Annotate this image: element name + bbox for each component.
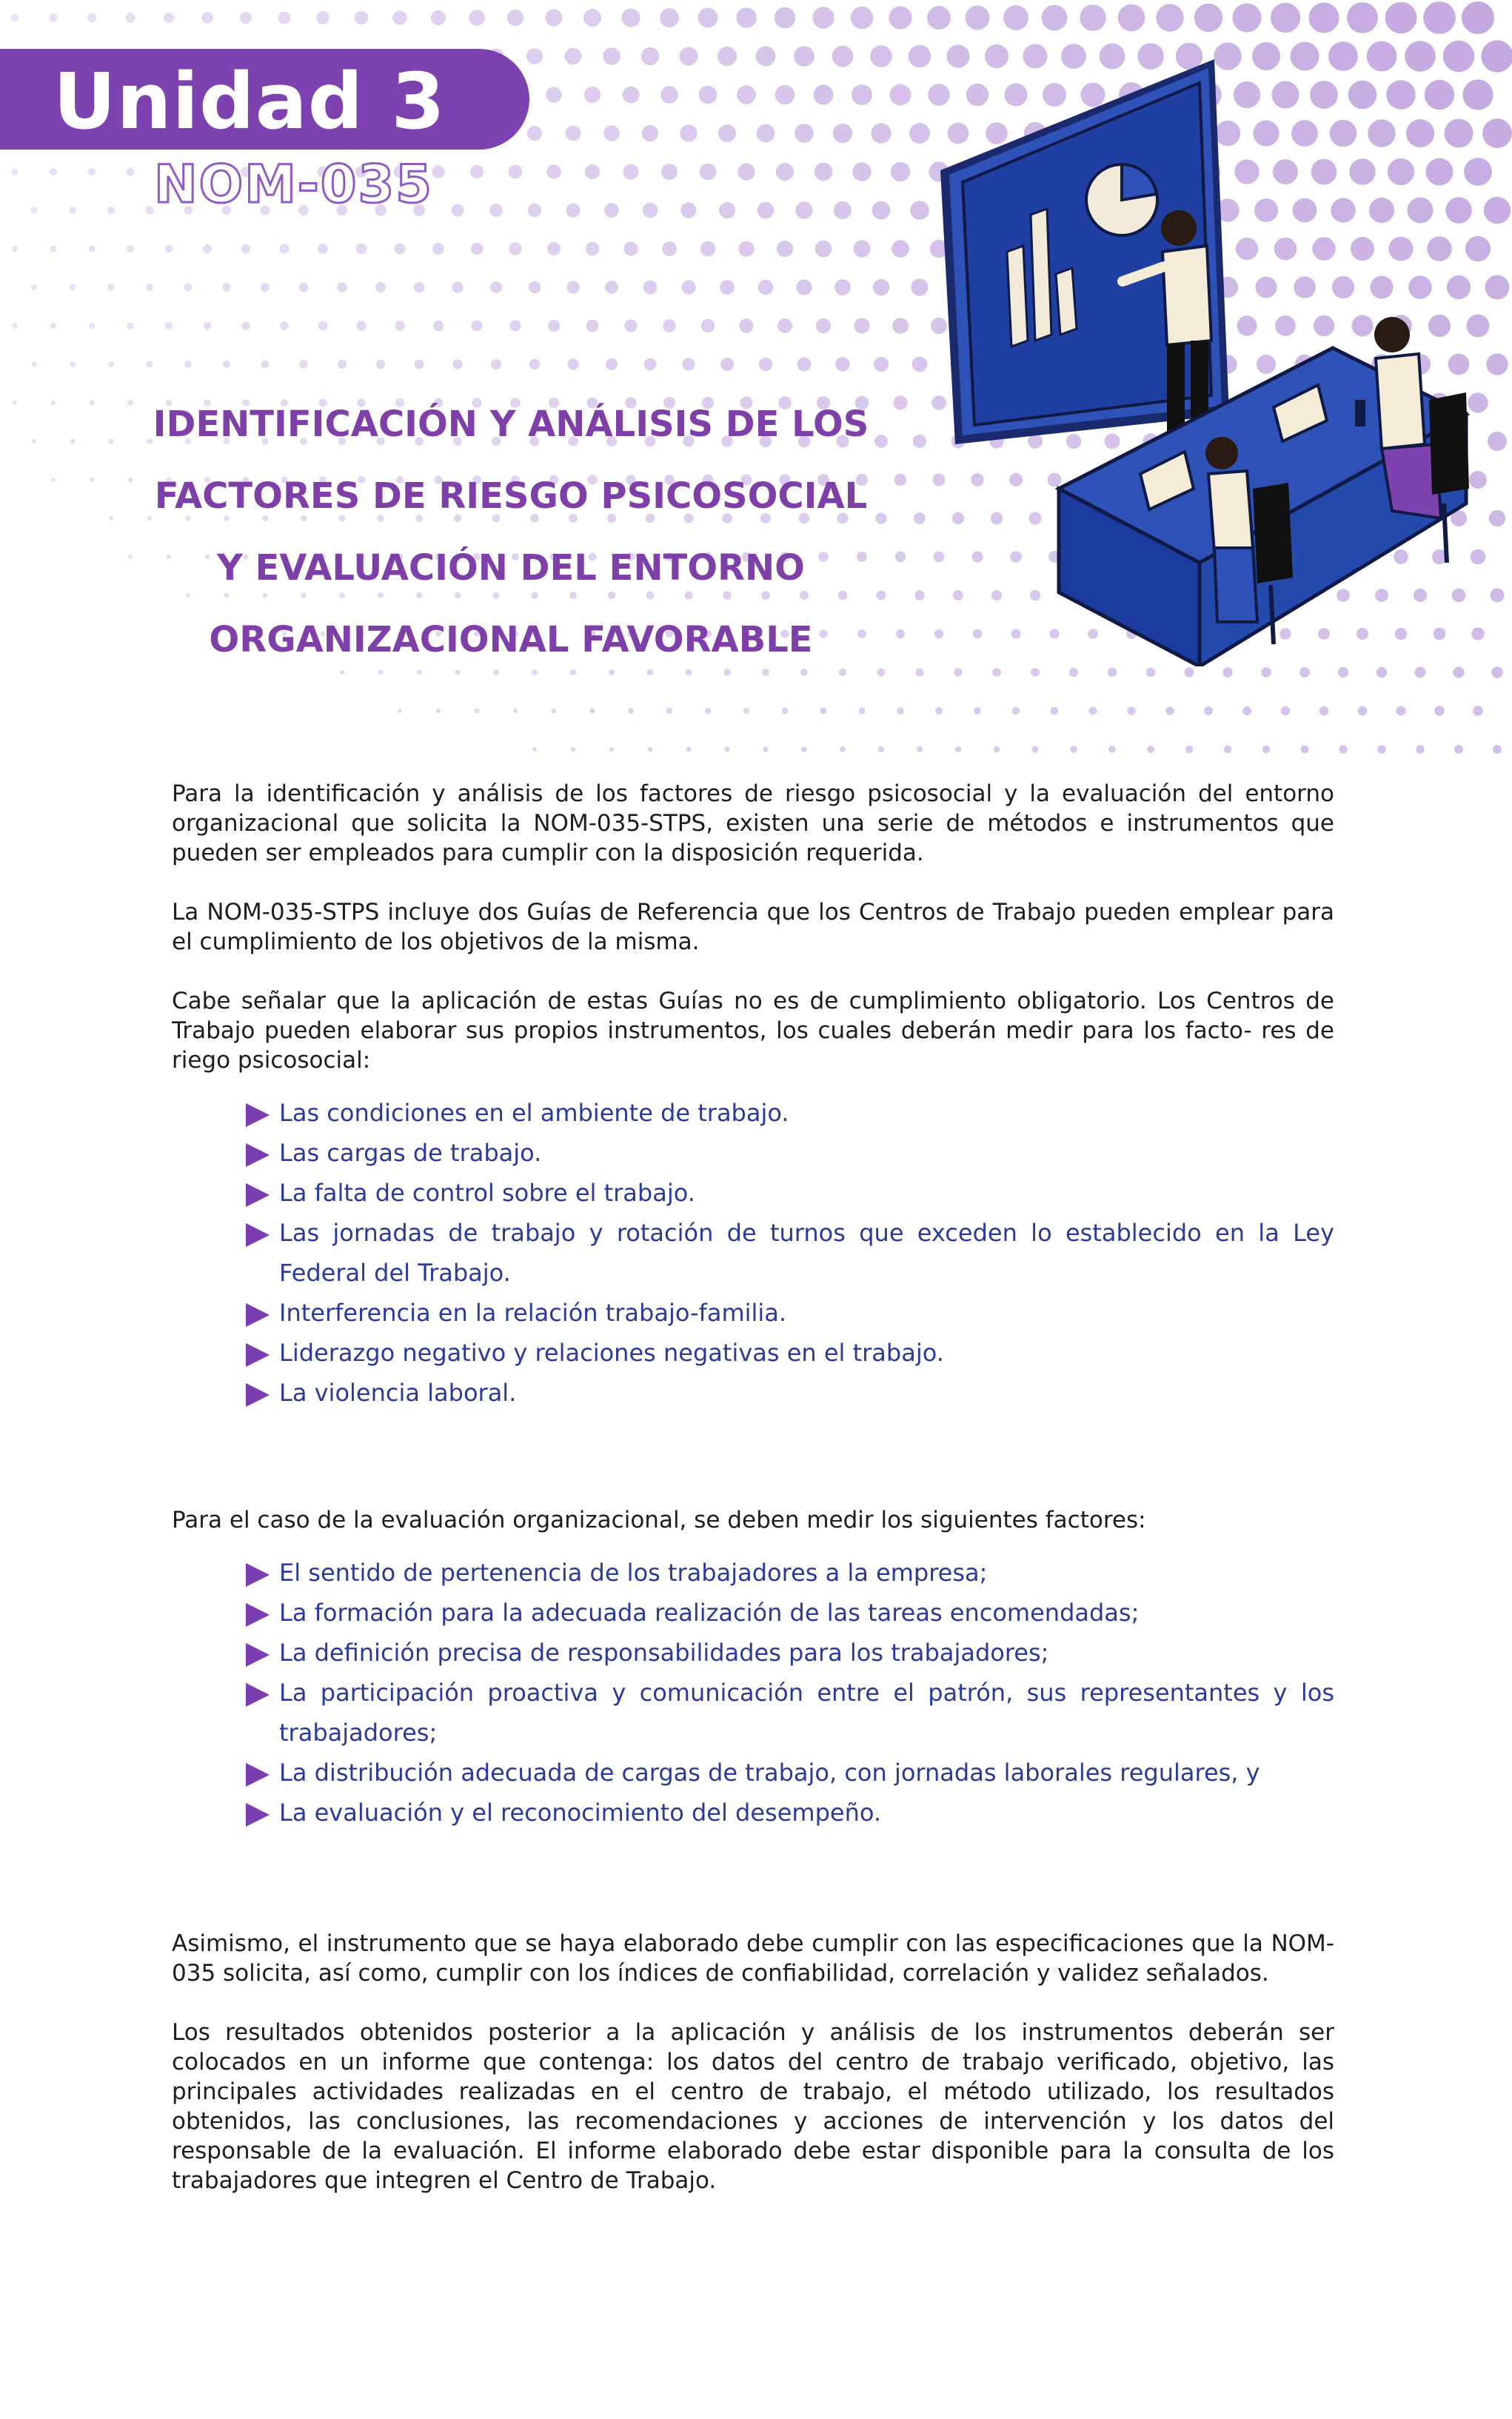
list-item: La participación proactiva y comunicación entre el patrón, sus representantes y los trabajadores; <box>246 1673 1334 1753</box>
instruments-paragraph: Cabe señalar que la aplicación de estas Guías no es de cumplimiento obligatorio. Los Centros de Trabajo pueden elaborar sus propios instrumentos, los cuales deberán medir para los facto- res de riego psicosocial: <box>172 988 1334 1074</box>
triangle-bullet-icon <box>246 1383 270 1407</box>
section-heading <box>74 389 948 676</box>
results-paragraph: Los resultados obtenidos posterior a la aplicación y análisis de los instrumentos deberán ser colocados en un informe que contenga: los datos del centro de trabajo verificado, objetivo, las principales actividades realizadas en el centro de trabajo, el método utilizado, los resultados obtenidos, las conclusiones, las recomendaciones y acciones de intervención y los datos del responsable de la evaluación. El informe elaborado debe estar disponible para la consulta de los trabajadores que integren el Centro de Trabajo. <box>172 2019 1334 2194</box>
list-item: Interferencia en la relación trabajo-familia. <box>246 1293 1334 1333</box>
list-item: La distribución adecuada de cargas de trabajo, con jornadas laborales regulares, y <box>246 1753 1334 1793</box>
triangle-bullet-icon <box>246 1183 270 1207</box>
list-item: Las jornadas de trabajo y rotación de turnos que exceden lo establecido en la Ley Federal del Trabajo. <box>246 1213 1334 1293</box>
triangle-bullet-icon <box>246 1223 270 1247</box>
heading-line: FACTORES DE RIESGO PSICOSOCIAL <box>154 475 868 517</box>
list-item: La falta de control sobre el trabajo. <box>246 1173 1334 1213</box>
heading-line: Y EVALUACIÓN DEL ENTORNO <box>217 547 805 589</box>
risk-factors-list <box>172 1093 1334 1413</box>
guides-paragraph: La NOM-035-STPS incluye dos Guías de Referencia que los Centros de Trabajo pueden emplear para el cumplimiento de los objetivos de la misma. <box>172 899 1334 955</box>
triangle-bullet-icon <box>246 1303 270 1327</box>
triangle-bullet-icon <box>246 1103 270 1127</box>
triangle-bullet-icon <box>246 1143 270 1167</box>
list-item: La evaluación y el reconocimiento del desempeño. <box>246 1793 1334 1833</box>
list-item: Liderazgo negativo y relaciones negativas en el trabajo. <box>246 1333 1334 1373</box>
unit-title: Unidad 3 <box>53 56 446 147</box>
triangle-bullet-icon <box>246 1683 270 1707</box>
triangle-bullet-icon <box>246 1803 270 1827</box>
heading-line: ORGANIZACIONAL FAVORABLE <box>209 619 813 660</box>
list-item: La formación para la adecuada realización de las tareas encomendadas; <box>246 1593 1334 1633</box>
triangle-bullet-icon <box>246 1763 270 1787</box>
list-item: La violencia laboral. <box>246 1373 1334 1413</box>
unit-subtitle: NOM-035 <box>154 154 433 215</box>
list-item: Las cargas de trabajo. <box>246 1133 1334 1173</box>
triangle-bullet-icon <box>246 1603 270 1627</box>
intro-paragraph: Para la identificación y análisis de los factores de riesgo psicosocial y la evaluación del entorno organizacional que solicita la NOM-035-STPS, existen una serie de métodos e instrumentos que pueden ser empleados para cumplir con la disposición requerida. <box>172 780 1334 866</box>
heading-line: IDENTIFICACIÓN Y ANÁLISIS DE LOS <box>153 404 869 445</box>
org-factors-list <box>172 1553 1334 1833</box>
triangle-bullet-icon <box>246 1563 270 1587</box>
list-item: Las condiciones en el ambiente de trabajo. <box>246 1093 1334 1133</box>
specifications-paragraph: Asimismo, el instrumento que se haya elaborado debe cumplir con las especificaciones que la NOM-035 solicita, así como, cumplir con los índices de confiabilidad, correlación y validez señalados. <box>172 1930 1334 1987</box>
org-evaluation-paragraph: Para el caso de la evaluación organizacional, se deben medir los siguientes factores: <box>172 1507 1146 1533</box>
triangle-bullet-icon <box>246 1643 270 1667</box>
list-item: El sentido de pertenencia de los trabajadores a la empresa; <box>246 1553 1334 1593</box>
unit-banner <box>0 49 529 150</box>
office-presentation-illustration <box>918 30 1481 666</box>
list-item: La definición precisa de responsabilidades para los trabajadores; <box>246 1633 1334 1673</box>
triangle-bullet-icon <box>246 1343 270 1367</box>
body-content <box>172 779 1334 2225</box>
